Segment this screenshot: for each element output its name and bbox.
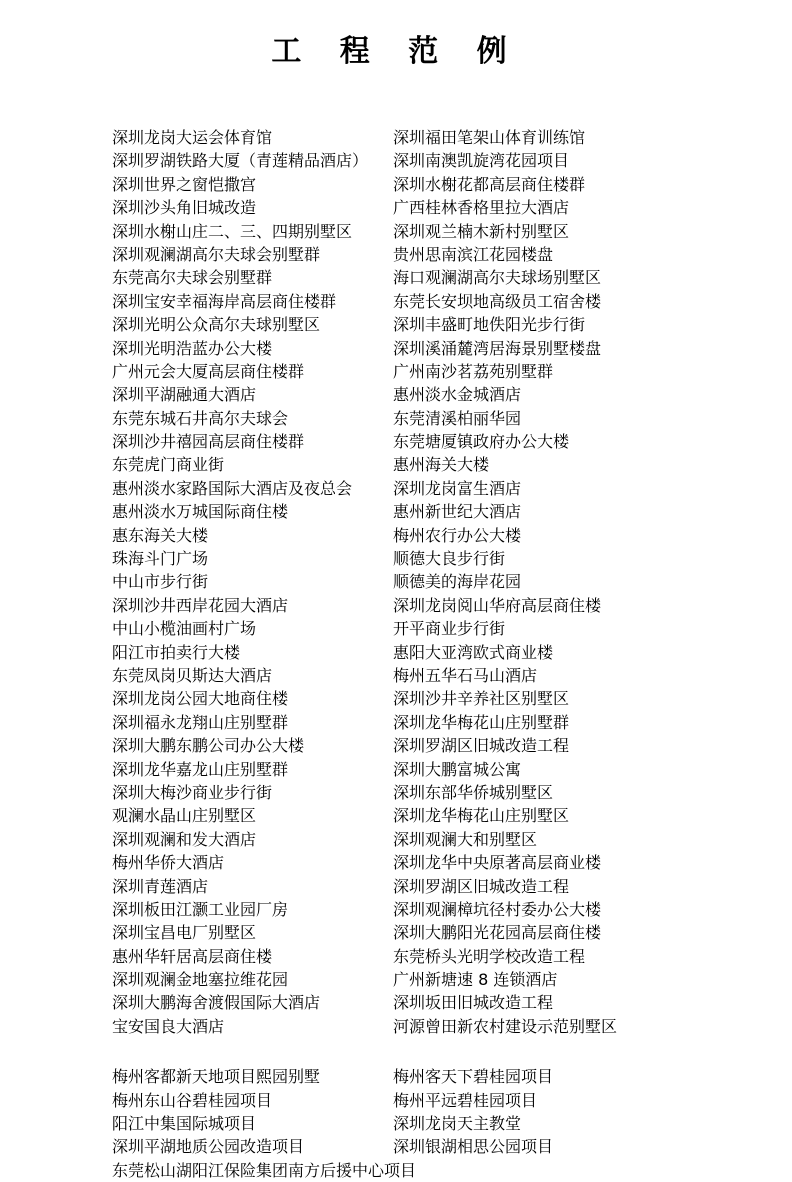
project-list bbox=[0, 126, 792, 1182]
project-name: 深圳大鹏海舍渡假国际大酒店 bbox=[112, 993, 321, 1013]
table-row bbox=[112, 945, 752, 968]
project-name: 深圳东部华侨城别墅区 bbox=[393, 782, 554, 802]
project-name: 深圳罗湖区旧城改造工程 bbox=[393, 876, 570, 896]
table-row bbox=[112, 126, 752, 149]
project-name: 观澜水晶山庄别墅区 bbox=[112, 806, 257, 826]
project-name: 深圳龙岗公园大地商住楼 bbox=[112, 689, 289, 709]
project-name: 深圳大梅沙商业步行街 bbox=[112, 782, 273, 802]
project-name: 深圳宝安幸福海岸高层商住楼群 bbox=[112, 291, 337, 311]
project-name: 中山市步行街 bbox=[112, 572, 209, 592]
table-row bbox=[112, 1015, 752, 1038]
project-name: 深圳福永龙翔山庄别墅群 bbox=[112, 712, 289, 732]
project-name: 深圳观澜湖高尔夫球会别墅群 bbox=[112, 244, 321, 264]
table-row bbox=[112, 149, 752, 172]
table-row bbox=[112, 173, 752, 196]
table-row bbox=[112, 524, 752, 547]
project-name: 东莞松山湖阳江保险集团南方后援中心项目 bbox=[112, 1160, 417, 1180]
project-name: 深圳沙井禧园高层商住楼群 bbox=[112, 432, 305, 452]
project-name: 梅州客都新天地项目熙园别墅 bbox=[112, 1067, 321, 1087]
table-row bbox=[112, 781, 752, 804]
project-name: 梅州华侨大酒店 bbox=[112, 853, 225, 873]
project-name: 梅州农行办公大楼 bbox=[393, 525, 522, 545]
project-name: 广西桂林香格里拉大酒店 bbox=[393, 198, 570, 218]
project-name: 中山小榄油画村广场 bbox=[112, 619, 257, 639]
table-row bbox=[112, 851, 752, 874]
project-name: 惠州淡水家路国际大酒店及夜总会 bbox=[112, 478, 353, 498]
project-name: 深圳溪涌麓湾居海景别墅楼盘 bbox=[393, 338, 602, 358]
table-row bbox=[112, 804, 752, 827]
project-name: 惠东海关大楼 bbox=[112, 525, 209, 545]
table-row bbox=[112, 921, 752, 944]
project-name: 深圳大鹏东鹏公司办公大楼 bbox=[112, 736, 305, 756]
project-list-tail bbox=[112, 1065, 752, 1182]
project-name: 阳江中集国际城项目 bbox=[112, 1114, 257, 1134]
table-row bbox=[112, 337, 752, 360]
page-title: 工 程 范 例 bbox=[271, 34, 521, 69]
project-name: 东莞塘厦镇政府办公大楼 bbox=[393, 432, 570, 452]
project-name: 深圳沙头角旧城改造 bbox=[112, 198, 257, 218]
project-name: 深圳观澜金地塞拉维花园 bbox=[112, 970, 289, 990]
project-name: 深圳光明公众高尔夫球别墅区 bbox=[112, 315, 321, 335]
project-name: 深圳坂田旧城改造工程 bbox=[393, 993, 554, 1013]
project-name: 深圳龙华梅花山庄别墅群 bbox=[393, 712, 570, 732]
project-name: 深圳银湖相思公园项目 bbox=[393, 1137, 554, 1157]
table-row bbox=[112, 313, 752, 336]
table-row bbox=[112, 243, 752, 266]
project-name: 宝安国良大酒店 bbox=[112, 1016, 225, 1036]
project-name: 惠阳大亚湾欧式商业楼 bbox=[393, 642, 554, 662]
project-name: 贵州思南滨江花园楼盘 bbox=[393, 244, 554, 264]
project-name: 东莞虎门商业街 bbox=[112, 455, 225, 475]
table-row bbox=[112, 1065, 752, 1088]
table-row bbox=[112, 711, 752, 734]
project-name: 深圳沙井辛养社区别墅区 bbox=[393, 689, 570, 709]
project-name: 顺德大良步行街 bbox=[393, 549, 506, 569]
table-row bbox=[112, 453, 752, 476]
table-row bbox=[112, 570, 752, 593]
table-row bbox=[112, 196, 752, 219]
project-name: 惠州海关大楼 bbox=[393, 455, 490, 475]
table-row bbox=[112, 968, 752, 991]
table-row bbox=[112, 1112, 752, 1135]
section-gap bbox=[112, 1038, 752, 1065]
table-row bbox=[112, 664, 752, 687]
project-name: 深圳福田笔架山体育训练馆 bbox=[393, 128, 586, 147]
table-row bbox=[112, 991, 752, 1014]
table-row bbox=[112, 898, 752, 921]
table-row bbox=[112, 430, 752, 453]
table-row bbox=[112, 1135, 752, 1158]
project-name: 深圳观兰楠木新村别墅区 bbox=[393, 221, 570, 241]
project-name: 东莞清溪柏丽华园 bbox=[393, 408, 522, 428]
table-row bbox=[112, 828, 752, 851]
project-name: 深圳宝昌电厂别墅区 bbox=[112, 923, 257, 943]
project-name: 深圳罗湖铁路大厦（青莲精品酒店） bbox=[112, 151, 369, 171]
project-name: 深圳龙华梅花山庄别墅区 bbox=[393, 806, 570, 826]
table-row bbox=[112, 734, 752, 757]
table-row bbox=[112, 266, 752, 289]
project-name: 深圳龙岗富生酒店 bbox=[393, 478, 522, 498]
table-row bbox=[112, 594, 752, 617]
project-name: 东莞桥头光明学校改造工程 bbox=[393, 946, 586, 966]
project-name: 惠州华轩居高层商住楼 bbox=[112, 946, 273, 966]
project-name: 深圳罗湖区旧城改造工程 bbox=[393, 736, 570, 756]
project-name: 深圳龙岗大运会体育馆 bbox=[112, 128, 273, 147]
table-row bbox=[112, 875, 752, 898]
project-name: 深圳沙井西岸花园大酒店 bbox=[112, 595, 289, 615]
table-row bbox=[112, 1089, 752, 1112]
project-name: 深圳龙华嘉龙山庄别墅群 bbox=[112, 759, 289, 779]
project-name: 顺德美的海岸花园 bbox=[393, 572, 522, 592]
table-row bbox=[112, 617, 752, 640]
project-name: 梅州平远碧桂园项目 bbox=[393, 1090, 538, 1110]
table-row bbox=[112, 220, 752, 243]
project-name: 深圳大鹏富城公寓 bbox=[393, 759, 522, 779]
project-name: 惠州淡水金城酒店 bbox=[393, 385, 522, 405]
project-name: 东莞凤岗贝斯达大酒店 bbox=[112, 665, 273, 685]
project-name: 惠州淡水万城国际商住楼 bbox=[112, 502, 289, 522]
table-row bbox=[112, 290, 752, 313]
table-row bbox=[112, 641, 752, 664]
project-name: 东莞长安坝地高级员工宿舍楼 bbox=[393, 291, 602, 311]
project-name: 海口观澜湖高尔夫球场别墅区 bbox=[393, 268, 602, 288]
table-row bbox=[112, 758, 752, 781]
project-name: 梅州东山谷碧桂园项目 bbox=[112, 1090, 273, 1110]
project-name: 深圳世界之窗恺撒宫 bbox=[112, 174, 257, 194]
project-name: 惠州新世纪大酒店 bbox=[393, 502, 522, 522]
project-name: 深圳光明浩蓝办公大楼 bbox=[112, 338, 273, 358]
project-name: 深圳水榭山庄二、三、四期别墅区 bbox=[112, 221, 353, 241]
project-name: 深圳平湖融通大酒店 bbox=[112, 385, 257, 405]
project-name: 广州元会大厦高层商住楼群 bbox=[112, 361, 305, 381]
table-row bbox=[112, 547, 752, 570]
project-name: 深圳龙岗天主教堂 bbox=[393, 1114, 522, 1134]
table-row bbox=[112, 360, 752, 383]
table-row bbox=[112, 383, 752, 406]
project-name: 阳江市拍卖行大楼 bbox=[112, 642, 241, 662]
project-name: 深圳大鹏阳光花园高层商住楼 bbox=[393, 923, 602, 943]
project-name: 广州新塘速 8 连锁酒店 bbox=[393, 970, 558, 990]
project-list-main bbox=[112, 126, 752, 1038]
project-name: 深圳观澜樟坑径村委办公大楼 bbox=[393, 899, 602, 919]
project-name: 深圳观澜大和别墅区 bbox=[393, 829, 538, 849]
project-name: 深圳南澳凯旋湾花园项目 bbox=[393, 151, 570, 171]
project-name: 深圳观澜和发大酒店 bbox=[112, 829, 257, 849]
project-name: 深圳板田江灏工业园厂房 bbox=[112, 899, 289, 919]
project-name: 深圳水榭花都高层商住楼群 bbox=[393, 174, 586, 194]
project-name: 梅州客天下碧桂园项目 bbox=[393, 1067, 554, 1087]
project-name: 深圳青莲酒店 bbox=[112, 876, 209, 896]
project-name: 东莞高尔夫球会别墅群 bbox=[112, 268, 273, 288]
project-name: 东莞东城石井高尔夫球会 bbox=[112, 408, 289, 428]
project-name: 珠海斗门广场 bbox=[112, 549, 209, 569]
project-name: 梅州五华石马山酒店 bbox=[393, 665, 538, 685]
project-name: 深圳龙华中央原著高层商业楼 bbox=[393, 853, 602, 873]
project-name: 深圳平湖地质公园改造项目 bbox=[112, 1137, 305, 1157]
table-row bbox=[112, 407, 752, 430]
table-row bbox=[112, 687, 752, 710]
project-name: 深圳丰盛町地佚阳光步行街 bbox=[393, 315, 586, 335]
table-row bbox=[112, 500, 752, 523]
table-row bbox=[112, 477, 752, 500]
project-name: 广州南沙茗荔苑别墅群 bbox=[393, 361, 554, 381]
project-name: 河源曾田新农村建设示范别墅区 bbox=[393, 1016, 618, 1036]
document-page bbox=[0, 26, 792, 1180]
project-name: 深圳龙岗阅山华府高层商住楼 bbox=[393, 595, 602, 615]
project-name: 开平商业步行街 bbox=[393, 619, 506, 639]
